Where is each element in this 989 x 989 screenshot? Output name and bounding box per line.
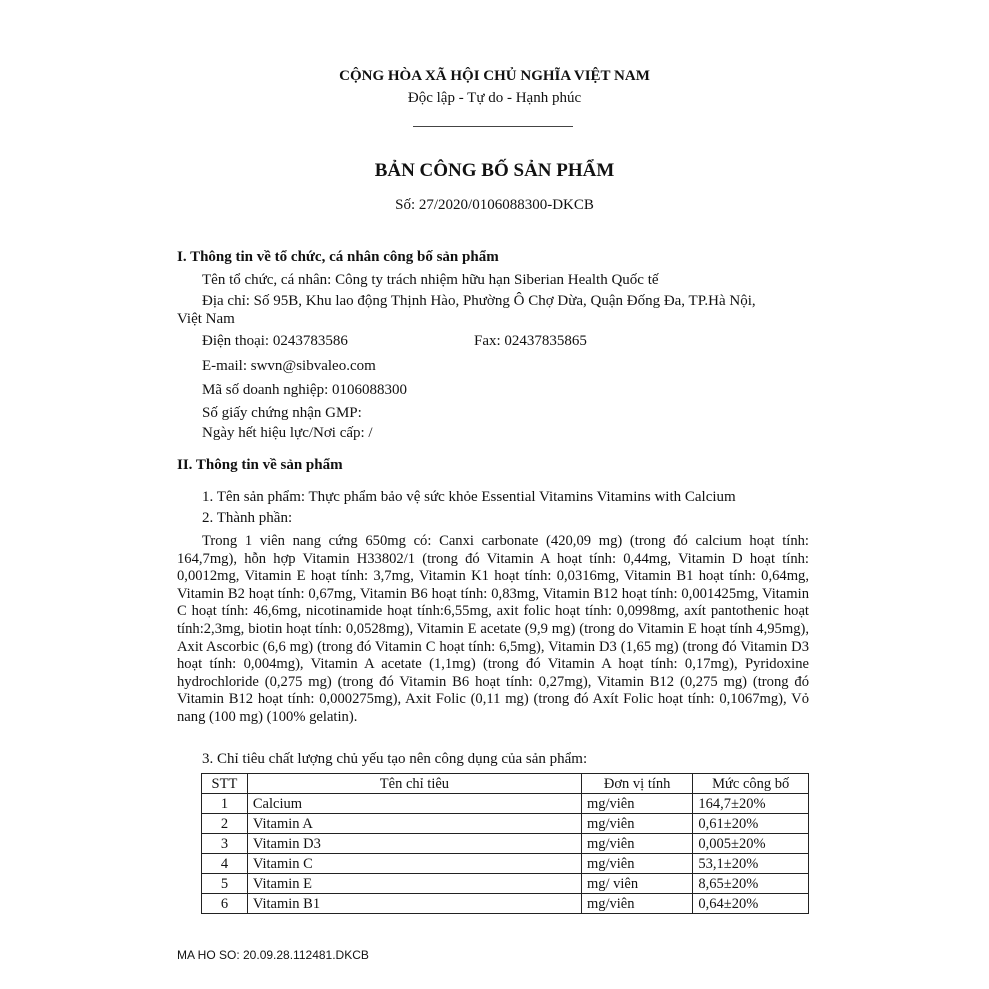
org-name: Tên tổ chức, cá nhân: Công ty trách nhiệm hữu hạn Siberian Health Quốc tế <box>202 272 659 288</box>
table-row <box>202 894 809 914</box>
cell-stt: 3 <box>202 834 248 854</box>
table-row <box>202 814 809 834</box>
table-row <box>202 794 809 814</box>
expiry-issuer: Ngày hết hiệu lực/Nơi cấp: / <box>202 425 373 441</box>
motto: Độc lập - Tự do - Hạnh phúc <box>407 90 582 106</box>
cell-criterion: Vitamin E <box>247 874 581 894</box>
cell-criterion: Vitamin B1 <box>247 894 581 914</box>
cell-criterion: Calcium <box>247 794 581 814</box>
phone: Điện thoại: 0243783586 <box>202 333 348 349</box>
cell-level: 0,005±20% <box>693 834 809 854</box>
ingredients-label: 2. Thành phần: <box>202 510 293 526</box>
table-header-row <box>202 774 809 794</box>
cell-stt: 5 <box>202 874 248 894</box>
tax-code: Mã số doanh nghiệp: 0106088300 <box>202 382 407 398</box>
page-title: BẢN CÔNG BỐ SẢN PHẨM <box>374 160 615 181</box>
header-criterion: Tên chỉ tiêu <box>247 774 581 794</box>
cell-criterion: Vitamin D3 <box>247 834 581 854</box>
address-line-1: Địa chỉ: Số 95B, Khu lao động Thịnh Hào, Phường Ô Chợ Dừa, Quận Đống Đa, TP.Hà Nội, <box>202 293 756 309</box>
gmp-number: Số giấy chứng nhận GMP: <box>202 405 362 421</box>
table-row <box>202 834 809 854</box>
header-stt: STT <box>202 774 248 794</box>
cell-criterion: Vitamin C <box>247 854 581 874</box>
cell-level: 0,61±20% <box>693 814 809 834</box>
cell-stt: 6 <box>202 894 248 914</box>
record-code: MA HO SO: 20.09.28.112481.DKCB <box>177 948 369 962</box>
table-row <box>202 874 809 894</box>
header-divider <box>413 126 573 127</box>
cell-stt: 4 <box>202 854 248 874</box>
cell-level: 164,7±20% <box>693 794 809 814</box>
document-number: Số: 27/2020/0106088300-DKCB <box>395 197 594 213</box>
table-row <box>202 854 809 874</box>
quality-label: 3. Chỉ tiêu chất lượng chủ yếu tạo nên công dụng của sản phẩm: <box>202 751 588 767</box>
cell-unit: mg/ viên <box>581 874 692 894</box>
cell-unit: mg/viên <box>581 894 692 914</box>
cell-stt: 1 <box>202 794 248 814</box>
fax: Fax: 02437835865 <box>474 333 587 349</box>
cell-unit: mg/viên <box>581 794 692 814</box>
email: E-mail: swvn@sibvaleo.com <box>202 358 376 374</box>
cell-unit: mg/viên <box>581 814 692 834</box>
cell-stt: 2 <box>202 814 248 834</box>
header-unit: Đơn vị tính <box>581 774 692 794</box>
country-heading: CỘNG HÒA XÃ HỘI CHỦ NGHĨA VIỆT NAM <box>339 68 650 84</box>
section2-heading: II. Thông tin về sản phẩm <box>177 457 343 473</box>
quality-table <box>201 773 809 914</box>
cell-unit: mg/viên <box>581 854 692 874</box>
address-line-2: Việt Nam <box>177 311 235 327</box>
section1-heading: I. Thông tin về tổ chức, cá nhân công bố sản phẩm <box>177 249 499 265</box>
cell-criterion: Vitamin A <box>247 814 581 834</box>
cell-unit: mg/viên <box>581 834 692 854</box>
cell-level: 8,65±20% <box>693 874 809 894</box>
product-name: 1. Tên sản phẩm: Thực phẩm bảo vệ sức khỏe Essential Vitamins Vitamins with Calcium <box>202 489 736 505</box>
ingredients-paragraph: Trong 1 viên nang cứng 650mg có: Canxi carbonate (420,09 mg) (trong đó calcium hoạt tính: 164,7mg), hỗn hợp Vitamin H33802/1 (trong đó Vitamin A hoạt tính: 0,44mg, Vitamin D hoạt tính: 0,0012mg, Vitamin E hoạt tính: 3,7mg, Vitamin K1 hoạt tính: 0,0316mg, Vitamin B1 hoạt tính: 0,64mg, Vitamin B2 hoạt tính: 0,67mg, Vitamin B6 hoạt tính: 0,83mg, Vitamin B12 hoạt tính: 0,001425mg, Vitamin C hoạt tính: 46,6mg, nicotinamide hoạt tính:6,55mg, axit folic hoạt tính: 0,0998mg, axít pantothenic hoạt tính:2,3mg, biotin hoạt tính: 0,0528mg), Vitamin E acetate (9,9 mg) (trong do Vitamin E hoạt tính 4,95mg), Axit Ascorbic (6,6 mg) (trong đó Vitamin C hoạt tính: 6,5mg), Vitamin D3 (1,65 mg) (trong đó Vitamin D3 hoạt tính: 0,004mg), Vitamin A acetate (1,1mg) (trong đó Vitamin A hoạt tính: 0,17mg), Pyridoxine hydrochloride (0,275 mg) (trong đó Vitamin B6 hoạt tính: 0,27mg), Vitamin B12 (0,275 mg) (trong đó Vitamin B12 hoạt tính: 0,000275mg), Axit Folic (0,11 mg) (trong đó Axít Folic hoạt tính: 0,1067mg), Vỏ nang (100 mg) (100% gelatin). <box>177 533 809 725</box>
header-declared-level: Mức công bố <box>693 774 809 794</box>
cell-level: 53,1±20% <box>693 854 809 874</box>
cell-level: 0,64±20% <box>693 894 809 914</box>
